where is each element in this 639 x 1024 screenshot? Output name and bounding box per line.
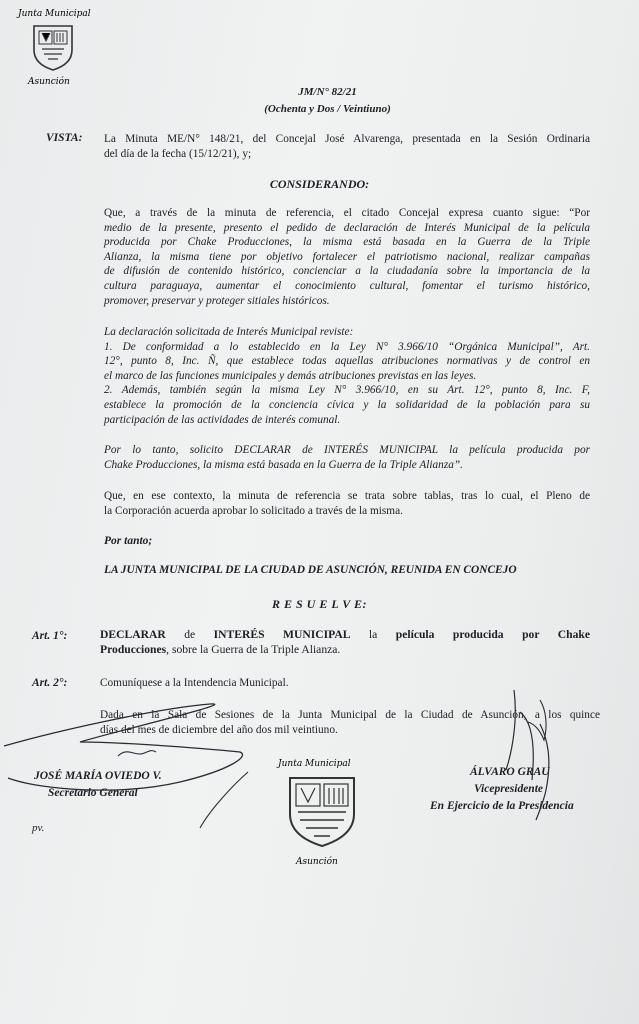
article-1-line [100, 643, 590, 658]
paragraph-line: establece la promoción de la conciencia cívica y la solidaridad de la población para su [104, 398, 590, 411]
article-bold: DECLARAR [100, 628, 166, 641]
closing-line: días del mes de diciembre del año dos mil veintiuno. [100, 723, 338, 736]
municipal-seal-logo [8, 2, 108, 90]
paragraph-line: 1. De conformidad a lo establecido en la Ley N° 3.966/10 “Orgánica Municipal”, Art. [104, 340, 590, 353]
paragraph-line: cultura paraguaya, aumentar el conocimiento cultural, fomentar el turismo histórico, [104, 279, 590, 292]
paragraph-line: el marco de las funciones municipales y demás atribuciones previstas en las leyes. [104, 369, 477, 382]
por-tanto: Por tanto; [104, 535, 153, 547]
president-role-detail: En Ejercicio de la Presidencia [430, 800, 574, 812]
paragraph-line: La declaración solicitada de Interés Municipal reviste: [104, 326, 354, 338]
article-bold: Producciones [100, 642, 167, 656]
article-plain: la [350, 628, 396, 641]
considerando-title: CONSIDERANDO: [269, 177, 370, 191]
paragraph-line: Por lo tanto, solicito DECLARAR de INTERÉS MUNICIPAL la película producida por [104, 444, 590, 456]
paragraph-line: participación de las actividades de interés comunal. [104, 413, 341, 426]
secretary-name: JOSÉ MARÍA OVIEDO V. [34, 770, 162, 782]
left-signature-tail [200, 772, 248, 828]
paragraph-line: de difusión de contenido histórico, concienciar a la ciudadanía sobre la importancia de la [104, 265, 590, 278]
closing-paragraph [100, 708, 600, 737]
article-2-text: Comuníquese a la Intendencia Municipal. [100, 677, 289, 689]
vista-label: VISTA: [46, 132, 83, 144]
vista-line: La Minuta ME/N° 148/21, del Concejal José Alvarenga, presentada en la Sesión Ordinaria [104, 133, 590, 145]
article-1-label: Art. 1°: [32, 630, 68, 642]
junta-line: LA JUNTA MUNICIPAL DE LA CIUDAD DE ASUNCIÓN, REUNIDA EN CONCEJO [104, 564, 517, 576]
paragraph-line: 12°, punto 8, Inc. Ñ, que establece todas aquellas atribuciones normativas y de control en [104, 355, 590, 368]
article-bold: INTERÉS MUNICIPAL [213, 628, 351, 641]
article-plain: de [165, 628, 214, 641]
president-role: Vicepresidente [474, 783, 543, 795]
president-name: ÁLVARO GRAU [470, 766, 550, 778]
considerando-paragraph-1 [104, 206, 590, 308]
vista-line: del día de la fecha (15/12/21), y; [104, 147, 252, 160]
paragraph-line: promover, preservar y proteger sitiales históricos. [104, 294, 330, 307]
paragraph-line: Que, en ese contexto, la minuta de referencia se trata sobre tablas, tras lo cual, el Pleno de [104, 490, 590, 502]
paragraph-line: producida por Chake Producciones, la misma está basada en la Guerra de la Triple [104, 236, 590, 249]
vista-text [104, 132, 590, 161]
paragraph-line: la Corporación acuerda aprobar lo solicitado a través de la misma. [104, 504, 403, 517]
article-plain: , sobre la Guerra de la Triple Alianza. [166, 642, 341, 656]
typist-initials: pv. [32, 822, 45, 834]
article-1-line [100, 628, 590, 643]
article-bold: película producida por Chake [395, 628, 590, 641]
municipal-seal-stamp [272, 752, 372, 870]
resolution-number-words: (Ochenta y Dos / Veintiuno) [264, 103, 391, 115]
article-1-text [100, 628, 590, 657]
paragraph-line: medio de la presente, presento el pedido de declaración de Interés Municipal de la película [104, 221, 590, 234]
paragraph-line: 2. Además, también según la misma Ley N° 3.966/10, en su Art. 12°, punto 8, Inc. F, [104, 384, 590, 397]
paragraph-line: Alianza, la misma tiene por objetivo fortalecer el patriotismo nacional, realizar campañas [104, 250, 590, 263]
secretary-role: Secretario General [48, 787, 138, 799]
left-signature-mark [118, 751, 156, 756]
resuelve-title: R E S U E L V E: [271, 597, 368, 611]
considerando-paragraph-2 [104, 325, 590, 427]
considerando-paragraph-4 [104, 489, 590, 518]
stamp-top-text: Junta Municipal [278, 759, 351, 769]
article-2-label: Art. 2°: [32, 677, 68, 689]
resolution-number: JM/N° 82/21 [298, 86, 357, 98]
considerando-paragraph-3 [104, 443, 590, 472]
stamp-bottom-text: Asunción [296, 857, 338, 867]
paragraph-line: Que, a través de la minuta de referencia, el citado Concejal expresa cuanto sigue: “Por [104, 207, 590, 219]
closing-line: Dada en la Sala de Sesiones de la Junta Municipal de la Ciudad de Asunción, a los quince [100, 709, 600, 721]
seal-bottom-text: Asunción [28, 77, 70, 87]
paragraph-line: Chake Producciones, la misma está basada en la Guerra de la Triple Alianza”. [104, 458, 463, 471]
seal-top-text: Junta Municipal [18, 9, 91, 19]
